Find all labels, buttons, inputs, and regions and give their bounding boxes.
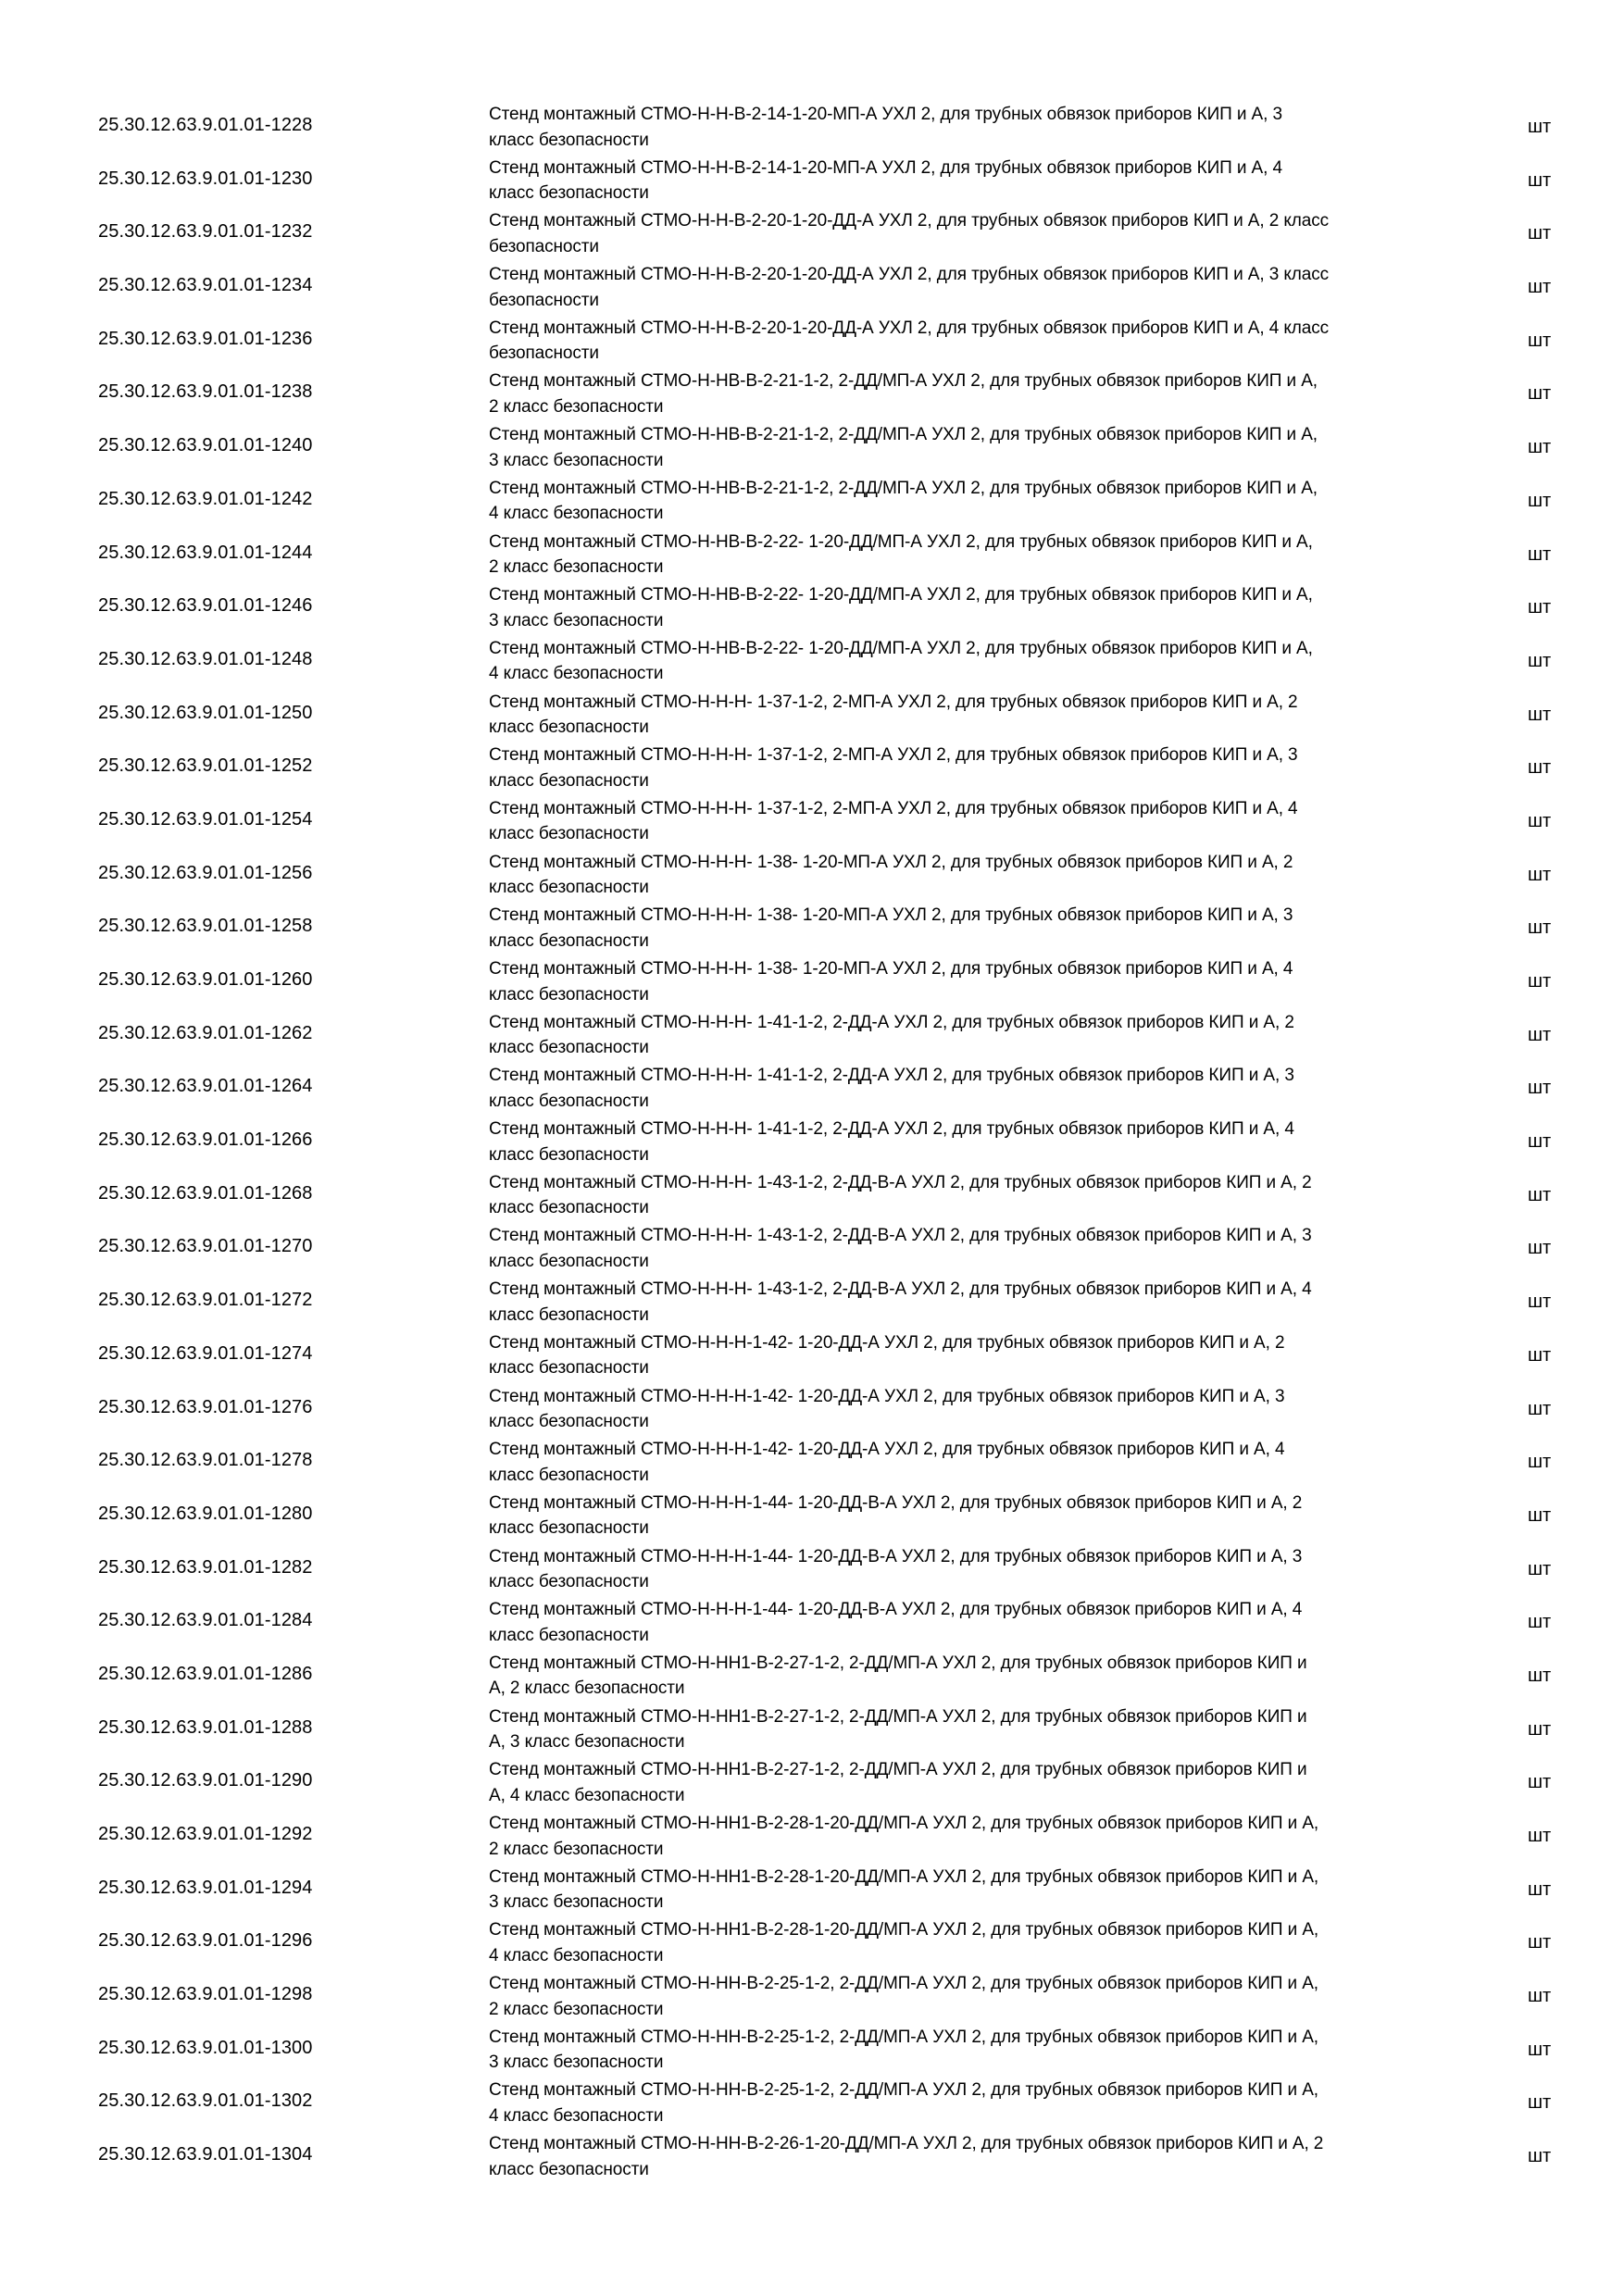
item-description [489,1223,1461,1274]
item-code: 25.30.12.63.9.01.01-1298 [98,1984,313,2005]
item-description [489,850,1461,901]
description-line-2: класс безопасности [489,1251,649,1271]
item-code: 25.30.12.63.9.01.01-1262 [98,1022,313,1043]
description-line-2: 4 класс безопасности [489,1945,664,1965]
description-line-2: 3 класс безопасности [489,450,664,470]
unit-of-measure: шт [1528,864,1552,885]
unit-of-measure: шт [1528,437,1552,458]
unit-of-measure: шт [1528,1558,1552,1579]
description-line-1: Стенд монтажный СТМО-Н-Н-В-2-20-1-20-ДД-А УХЛ 2, для трубных обвязок приборов КИП и А, 3 класс [489,265,1330,285]
item-description [489,1704,1461,1755]
item-description [489,102,1461,153]
item-description [489,1117,1461,1167]
description-line-2: класс безопасности [489,130,649,150]
description-line-2: безопасности [489,343,599,364]
unit-of-measure: шт [1528,1344,1552,1366]
description-line-1: Стенд монтажный СТМО-Н-Н-Н- 1-43-1-2, 2-ДД-В-А УХЛ 2, для трубных обвязок приборов КИП и А, 3 [489,1226,1312,1246]
table-row [0,901,1624,955]
item-description [489,796,1461,847]
item-description [489,476,1461,527]
description-line-2: класс безопасности [489,1304,649,1325]
unit-of-measure: шт [1528,1986,1552,2007]
description-line-2: класс безопасности [489,1572,649,1592]
item-code: 25.30.12.63.9.01.01-1228 [98,115,313,135]
item-code: 25.30.12.63.9.01.01-1284 [98,1610,313,1631]
table-row [0,688,1624,742]
description-line-1: Стенд монтажный СТМО-Н-Н-Н-1-42- 1-20-ДД-А УХЛ 2, для трубных обвязок приборов КИП и А, 4 [489,1440,1285,1460]
description-line-1: Стенд монтажный СТМО-Н-НН1-В-2-27-1-2, 2-ДД/МП-А УХЛ 2, для трубных обвязок приборов КИП и [489,1760,1307,1780]
item-code: 25.30.12.63.9.01.01-1240 [98,435,313,456]
item-description [489,2078,1461,2128]
item-description [489,2131,1461,2182]
unit-of-measure: шт [1528,383,1552,405]
unit-of-measure: шт [1528,2039,1552,2060]
item-description [489,1917,1461,1968]
unit-of-measure: шт [1528,597,1552,618]
description-line-1: Стенд монтажный СТМО-Н-Н-Н-1-44- 1-20-ДД-В-А УХЛ 2, для трубных обвязок приборов КИП и А, 3 [489,1546,1303,1566]
description-line-1: Стенд монтажный СТМО-Н-Н-Н- 1-37-1-2, 2-МП-А УХЛ 2, для трубных обвязок приборов КИП и А, 4 [489,798,1298,818]
unit-of-measure: шт [1528,1024,1552,1045]
item-description [489,1010,1461,1061]
description-line-2: 4 класс безопасности [489,504,664,524]
unit-of-measure: шт [1528,1292,1552,1313]
table-row [0,1649,1624,1703]
item-description [489,1384,1461,1435]
item-description [489,2025,1461,2076]
description-line-2: 3 класс безопасности [489,1892,664,1913]
item-description [489,422,1461,473]
item-description [489,530,1461,580]
description-line-2: класс безопасности [489,718,649,738]
description-line-2: класс безопасности [489,2159,649,2179]
description-line-1: Стенд монтажный СТМО-Н-Н-Н- 1-38- 1-20-МП-А УХЛ 2, для трубных обвязок приборов КИП и А, 3 [489,905,1293,926]
item-code: 25.30.12.63.9.01.01-1288 [98,1716,313,1738]
item-code: 25.30.12.63.9.01.01-1236 [98,328,313,349]
description-line-1: Стенд монтажный СТМО-Н-Н-В-2-20-1-20-ДД-А УХЛ 2, для трубных обвязок приборов КИП и А, 2 класс [489,211,1330,231]
item-description [489,1170,1461,1221]
description-line-2: А, 3 класс безопасности [489,1732,685,1753]
unit-of-measure: шт [1528,543,1552,565]
table-row [0,2076,1624,2129]
item-code: 25.30.12.63.9.01.01-1276 [98,1396,313,1417]
item-code: 25.30.12.63.9.01.01-1232 [98,221,313,243]
description-line-2: 3 класс безопасности [489,610,664,630]
table-row [0,794,1624,848]
table-row [0,206,1624,260]
description-line-1: Стенд монтажный СТМО-Н-Н-Н-1-42- 1-20-ДД-А УХЛ 2, для трубных обвязок приборов КИП и А, 2 [489,1332,1285,1353]
description-line-1: Стенд монтажный СТМО-Н-Н-Н-1-44- 1-20-ДД-В-А УХЛ 2, для трубных обвязок приборов КИП и А, 4 [489,1600,1303,1620]
table-row [0,1755,1624,1809]
table-row [0,741,1624,794]
item-description [489,156,1461,206]
unit-of-measure: шт [1528,1932,1552,1953]
item-code: 25.30.12.63.9.01.01-1300 [98,2037,313,2058]
item-code: 25.30.12.63.9.01.01-1266 [98,1129,313,1151]
description-line-2: класс безопасности [489,183,649,204]
description-line-2: класс безопасности [489,824,649,844]
item-code: 25.30.12.63.9.01.01-1272 [98,1290,313,1311]
description-line-1: Стенд монтажный СТМО-Н-НВ-В-2-22- 1-20-ДД/МП-А УХЛ 2, для трубных обвязок приборов КИП и А, [489,638,1313,658]
unit-of-measure: шт [1528,117,1552,137]
table-row [0,154,1624,207]
table-row [0,1542,1624,1596]
description-line-1: Стенд монтажный СТМО-Н-НВ-В-2-21-1-2, 2-ДД/МП-А УХЛ 2, для трубных обвязок приборов КИП и А, [489,478,1318,498]
unit-of-measure: шт [1528,650,1552,671]
description-line-2: класс безопасности [489,1465,649,1485]
item-description [489,1971,1461,2022]
description-line-1: Стенд монтажный СТМО-Н-Н-Н- 1-43-1-2, 2-ДД-В-А УХЛ 2, для трубных обвязок приборов КИП и А, 2 [489,1172,1312,1192]
item-description [489,1063,1461,1114]
description-line-2: класс безопасности [489,1038,649,1058]
table-row [0,1115,1624,1168]
table-row [0,1168,1624,1222]
table-row [0,1703,1624,1756]
unit-of-measure: шт [1528,1612,1552,1633]
table-row [0,1275,1624,1329]
description-line-1: Стенд монтажный СТМО-Н-Н-В-2-14-1-20-МП-А УХЛ 2, для трубных обвязок приборов КИП и А, 3 [489,105,1282,124]
item-code: 25.30.12.63.9.01.01-1292 [98,1824,313,1844]
description-line-2: класс безопасности [489,1198,649,1218]
item-code: 25.30.12.63.9.01.01-1296 [98,1930,313,1952]
unit-of-measure: шт [1528,1772,1552,1793]
unit-of-measure: шт [1528,1826,1552,1846]
item-code: 25.30.12.63.9.01.01-1264 [98,1076,313,1097]
item-code: 25.30.12.63.9.01.01-1246 [98,595,313,617]
item-code: 25.30.12.63.9.01.01-1248 [98,648,313,669]
unit-of-measure: шт [1528,810,1552,831]
item-code: 25.30.12.63.9.01.01-1238 [98,381,313,403]
table-row [0,367,1624,420]
description-line-1: Стенд монтажный СТМО-Н-Н-Н- 1-38- 1-20-МП-А УХЛ 2, для трубных обвязок приборов КИП и А, 2 [489,852,1293,872]
item-code: 25.30.12.63.9.01.01-1244 [98,542,313,563]
item-code: 25.30.12.63.9.01.01-1242 [98,488,313,509]
table-row [0,1061,1624,1115]
item-description [489,903,1461,954]
unit-of-measure: шт [1528,704,1552,725]
item-description [489,316,1461,367]
table-row [0,100,1624,154]
table-row [0,2129,1624,2183]
description-line-1: Стенд монтажный СТМО-Н-НН1-В-2-28-1-20-ДД/МП-А УХЛ 2, для трубных обвязок приборов КИП и А, [489,1866,1319,1887]
item-code: 25.30.12.63.9.01.01-1260 [98,969,313,990]
unit-of-measure: шт [1528,757,1552,779]
description-line-1: Стенд монтажный СТМО-Н-Н-Н- 1-38- 1-20-МП-А УХЛ 2, для трубных обвязок приборов КИП и А, 4 [489,959,1293,979]
unit-of-measure: шт [1528,330,1552,351]
description-line-1: Стенд монтажный СТМО-Н-Н-Н- 1-41-1-2, 2-ДД-А УХЛ 2, для трубных обвязок приборов КИП и А, 2 [489,1012,1294,1032]
description-line-2: класс безопасности [489,1518,649,1539]
description-line-1: Стенд монтажный СТМО-Н-НВ-В-2-21-1-2, 2-ДД/МП-А УХЛ 2, для трубных обвязок приборов КИП и А, [489,425,1318,445]
description-line-2: класс безопасности [489,1625,649,1645]
table-row [0,1809,1624,1863]
item-description [489,582,1461,633]
table-row [0,420,1624,474]
description-line-2: безопасности [489,236,599,256]
description-line-2: класс безопасности [489,1358,649,1379]
table-row [0,1863,1624,1916]
item-code: 25.30.12.63.9.01.01-1270 [98,1236,313,1257]
table-row [0,848,1624,902]
description-line-1: Стенд монтажный СТМО-Н-Н-Н- 1-37-1-2, 2-МП-А УХЛ 2, для трубных обвязок приборов КИП и А, 3 [489,745,1298,766]
item-code: 25.30.12.63.9.01.01-1290 [98,1770,313,1791]
item-description [489,1811,1461,1862]
unit-of-measure: шт [1528,1398,1552,1419]
unit-of-measure: шт [1528,1238,1552,1259]
table-row [0,1915,1624,1969]
table-row [0,528,1624,581]
description-line-2: 4 класс безопасности [489,664,664,684]
item-description [489,690,1461,741]
table-row [0,1489,1624,1542]
table-row [0,580,1624,634]
item-description [489,1437,1461,1488]
description-line-2: А, 4 класс безопасности [489,1785,685,1805]
unit-of-measure: шт [1528,2146,1552,2167]
description-line-2: 2 класс безопасности [489,557,664,577]
unit-of-measure: шт [1528,1665,1552,1686]
description-line-2: 2 класс безопасности [489,396,664,417]
description-line-1: Стенд монтажный СТМО-Н-НН1-В-2-28-1-20-ДД/МП-А УХЛ 2, для трубных обвязок приборов КИП и А, [489,1920,1319,1940]
price-table [0,100,1624,2183]
item-code: 25.30.12.63.9.01.01-1280 [98,1503,313,1524]
table-row [0,260,1624,314]
unit-of-measure: шт [1528,277,1552,298]
description-line-2: А, 2 класс безопасности [489,1678,685,1699]
item-code: 25.30.12.63.9.01.01-1294 [98,1877,313,1898]
unit-of-measure: шт [1528,917,1552,939]
item-code: 25.30.12.63.9.01.01-1286 [98,1663,313,1684]
table-row [0,634,1624,688]
table-row [0,314,1624,368]
description-line-1: Стенд монтажный СТМО-Н-НН1-В-2-27-1-2, 2-ДД/МП-А УХЛ 2, для трубных обвязок приборов КИП и [489,1653,1307,1673]
table-row [0,955,1624,1008]
item-code: 25.30.12.63.9.01.01-1256 [98,862,313,883]
description-line-2: класс безопасности [489,930,649,951]
table-row [0,1969,1624,2023]
description-line-2: 2 класс безопасности [489,1839,664,1859]
description-line-2: класс безопасности [489,984,649,1004]
description-line-2: класс безопасности [489,1412,649,1431]
table-row [0,1329,1624,1382]
table-row [0,1008,1624,1062]
description-line-2: 2 класс безопасности [489,1999,664,2019]
description-line-1: Стенд монтажный СТМО-Н-Н-Н-1-44- 1-20-ДД-В-А УХЛ 2, для трубных обвязок приборов КИП и А, 2 [489,1492,1303,1513]
description-line-1: Стенд монтажный СТМО-Н-Н-Н- 1-43-1-2, 2-ДД-В-А УХЛ 2, для трубных обвязок приборов КИП и А, 4 [489,1279,1312,1300]
unit-of-measure: шт [1528,490,1552,511]
description-line-2: безопасности [489,290,599,310]
description-line-1: Стенд монтажный СТМО-Н-Н-Н- 1-41-1-2, 2-ДД-А УХЛ 2, для трубных обвязок приборов КИП и А, 3 [489,1066,1294,1086]
item-code: 25.30.12.63.9.01.01-1252 [98,755,313,777]
description-line-1: Стенд монтажный СТМО-Н-НН-В-2-25-1-2, 2-ДД/МП-А УХЛ 2, для трубных обвязок приборов КИП и А, [489,2027,1318,2047]
unit-of-measure: шт [1528,1718,1552,1740]
item-description [489,1544,1461,1595]
item-description [489,208,1461,259]
table-row [0,1382,1624,1436]
description-line-1: Стенд монтажный СТМО-Н-Н-В-2-14-1-20-МП-А УХЛ 2, для трубных обвязок приборов КИП и А, 4 [489,157,1282,178]
description-line-2: 3 класс безопасности [489,2053,664,2073]
item-description [489,368,1461,419]
description-line-1: Стенд монтажный СТМО-Н-Н-Н- 1-41-1-2, 2-ДД-А УХЛ 2, для трубных обвязок приборов КИП и А, 4 [489,1119,1294,1140]
unit-of-measure: шт [1528,1078,1552,1099]
item-description [489,1277,1461,1328]
description-line-1: Стенд монтажный СТМО-Н-Н-Н-1-42- 1-20-ДД-А УХЛ 2, для трубных обвязок приборов КИП и А, 3 [489,1386,1285,1406]
item-code: 25.30.12.63.9.01.01-1268 [98,1182,313,1204]
unit-of-measure: шт [1528,1504,1552,1526]
item-description [489,1597,1461,1648]
item-description [489,1757,1461,1808]
description-line-1: Стенд монтажный СТМО-Н-НВ-В-2-22- 1-20-ДД/МП-А УХЛ 2, для трубных обвязок приборов КИП и А, [489,585,1313,605]
item-description [489,742,1461,793]
unit-of-measure: шт [1528,1878,1552,1900]
table-row [0,2023,1624,2077]
unit-of-measure: шт [1528,1184,1552,1205]
item-description [489,1865,1461,1915]
unit-of-measure: шт [1528,971,1552,992]
description-line-1: Стенд монтажный СТМО-Н-Н-Н- 1-37-1-2, 2-МП-А УХЛ 2, для трубных обвязок приборов КИП и А, 2 [489,692,1298,712]
item-code: 25.30.12.63.9.01.01-1304 [98,2144,313,2165]
item-code: 25.30.12.63.9.01.01-1250 [98,702,313,723]
description-line-1: Стенд монтажный СТМО-Н-НН-В-2-26-1-20-ДД/МП-А УХЛ 2, для трубных обвязок приборов КИП и А, 2 [489,2134,1324,2154]
description-line-1: Стенд монтажный СТМО-Н-НВ-В-2-21-1-2, 2-ДД/МП-А УХЛ 2, для трубных обвязок приборов КИП и А, [489,371,1318,392]
description-line-2: 4 класс безопасности [489,2105,664,2126]
unit-of-measure: шт [1528,223,1552,244]
item-code: 25.30.12.63.9.01.01-1274 [98,1342,313,1364]
item-code: 25.30.12.63.9.01.01-1302 [98,2090,313,2112]
table-row [0,474,1624,528]
item-code: 25.30.12.63.9.01.01-1258 [98,916,313,937]
table-row [0,1435,1624,1489]
description-line-1: Стенд монтажный СТМО-Н-НВ-В-2-22- 1-20-ДД/МП-А УХЛ 2, для трубных обвязок приборов КИП и А, [489,531,1313,552]
unit-of-measure: шт [1528,2092,1552,2114]
item-code: 25.30.12.63.9.01.01-1278 [98,1450,313,1471]
description-line-1: Стенд монтажный СТМО-Н-НН-В-2-25-1-2, 2-ДД/МП-А УХЛ 2, для трубных обвязок приборов КИП и А, [489,2080,1318,2101]
item-code: 25.30.12.63.9.01.01-1234 [98,275,313,296]
description-line-1: Стенд монтажный СТМО-Н-Н-В-2-20-1-20-ДД-А УХЛ 2, для трубных обвязок приборов КИП и А, 4 класс [489,318,1330,338]
item-code: 25.30.12.63.9.01.01-1254 [98,808,313,830]
description-line-2: класс безопасности [489,1144,649,1165]
description-line-2: класс безопасности [489,770,649,791]
description-line-2: класс безопасности [489,1091,649,1111]
table-row [0,1595,1624,1649]
description-line-1: Стенд монтажный СТМО-Н-НН1-В-2-28-1-20-ДД/МП-А УХЛ 2, для трубных обвязок приборов КИП и А, [489,1814,1319,1833]
unit-of-measure: шт [1528,1131,1552,1153]
description-line-1: Стенд монтажный СТМО-Н-НН-В-2-25-1-2, 2-ДД/МП-А УХЛ 2, для трубных обвязок приборов КИП и А, [489,1974,1318,1994]
description-line-1: Стенд монтажный СТМО-Н-НН1-В-2-27-1-2, 2-ДД/МП-А УХЛ 2, для трубных обвязок приборов КИП и [489,1706,1307,1727]
item-description [489,636,1461,687]
item-code: 25.30.12.63.9.01.01-1282 [98,1556,313,1578]
item-description [489,1491,1461,1541]
table-row [0,1221,1624,1275]
unit-of-measure: шт [1528,169,1552,191]
item-description [489,262,1461,313]
description-line-2: класс безопасности [489,878,649,898]
item-description [489,1330,1461,1381]
item-code: 25.30.12.63.9.01.01-1230 [98,168,313,189]
item-description [489,1651,1461,1702]
item-description [489,956,1461,1007]
unit-of-measure: шт [1528,1452,1552,1473]
